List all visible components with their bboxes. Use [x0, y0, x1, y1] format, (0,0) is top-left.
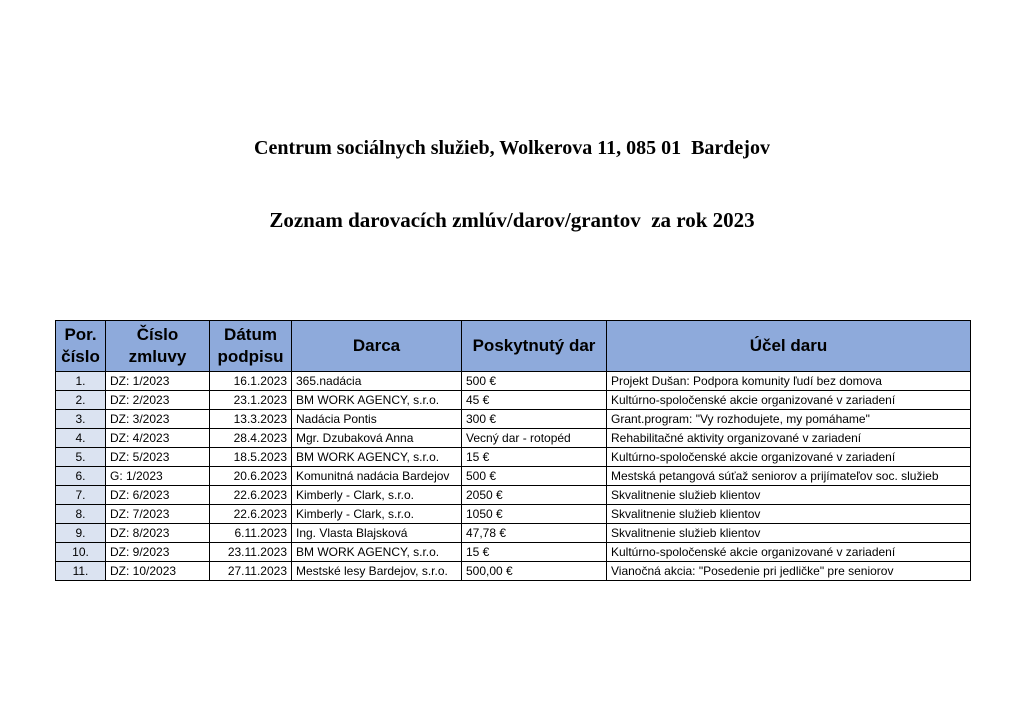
table-row — [56, 486, 971, 505]
cell-order-number: 7. — [56, 486, 106, 505]
organization-title: Centrum sociálnych služieb, Wolkerova 11, 085 01 Bardejov — [254, 137, 770, 159]
cell-signing-date: 22.6.2023 — [210, 486, 292, 505]
cell-purpose: Mestská petangová súťaž seniorov a prijímateľov soc. služieb — [607, 467, 971, 486]
cell-donation: 1050 € — [462, 505, 607, 524]
cell-order-number: 3. — [56, 410, 106, 429]
document-title: Zoznam darovacích zmlúv/darov/grantov za rok 2023 — [269, 208, 755, 232]
cell-signing-date: 22.6.2023 — [210, 505, 292, 524]
cell-contract-number: DZ: 1/2023 — [106, 372, 210, 391]
cell-signing-date: 18.5.2023 — [210, 448, 292, 467]
column-header-purpose: Účel daru — [607, 321, 971, 372]
table-row — [56, 429, 971, 448]
donations-table — [55, 320, 971, 581]
cell-signing-date: 16.1.2023 — [210, 372, 292, 391]
cell-contract-number: DZ: 4/2023 — [106, 429, 210, 448]
cell-order-number: 10. — [56, 543, 106, 562]
cell-donor: BM WORK AGENCY, s.r.o. — [292, 391, 462, 410]
cell-contract-number: DZ: 7/2023 — [106, 505, 210, 524]
cell-donor: BM WORK AGENCY, s.r.o. — [292, 543, 462, 562]
column-header-contract-number: Číslo zmluvy — [106, 321, 210, 372]
cell-donor: Komunitná nadácia Bardejov — [292, 467, 462, 486]
cell-contract-number: DZ: 8/2023 — [106, 524, 210, 543]
table-row — [56, 372, 971, 391]
cell-order-number: 6. — [56, 467, 106, 486]
cell-donor: Mestské lesy Bardejov, s.r.o. — [292, 562, 462, 581]
cell-purpose: Skvalitnenie služieb klientov — [607, 505, 971, 524]
cell-purpose: Projekt Dušan: Podpora komunity ľudí bez domova — [607, 372, 971, 391]
cell-contract-number: G: 1/2023 — [106, 467, 210, 486]
cell-contract-number: DZ: 3/2023 — [106, 410, 210, 429]
cell-order-number: 8. — [56, 505, 106, 524]
table-row — [56, 448, 971, 467]
cell-signing-date: 23.1.2023 — [210, 391, 292, 410]
cell-donor: Mgr. Dzubaková Anna — [292, 429, 462, 448]
cell-donation: 2050 € — [462, 486, 607, 505]
table-row — [56, 562, 971, 581]
cell-purpose: Kultúrno-spoločenské akcie organizované v zariadení — [607, 448, 971, 467]
cell-order-number: 9. — [56, 524, 106, 543]
column-header-donor: Darca — [292, 321, 462, 372]
cell-donation: 500,00 € — [462, 562, 607, 581]
cell-signing-date: 13.3.2023 — [210, 410, 292, 429]
cell-donation: 500 € — [462, 372, 607, 391]
cell-donor: BM WORK AGENCY, s.r.o. — [292, 448, 462, 467]
cell-contract-number: DZ: 5/2023 — [106, 448, 210, 467]
cell-donor: Kimberly - Clark, s.r.o. — [292, 486, 462, 505]
cell-order-number: 2. — [56, 391, 106, 410]
cell-order-number: 4. — [56, 429, 106, 448]
cell-contract-number: DZ: 6/2023 — [106, 486, 210, 505]
table-row — [56, 410, 971, 429]
cell-order-number: 11. — [56, 562, 106, 581]
cell-donation: 15 € — [462, 448, 607, 467]
cell-signing-date: 23.11.2023 — [210, 543, 292, 562]
cell-contract-number: DZ: 2/2023 — [106, 391, 210, 410]
cell-signing-date: 28.4.2023 — [210, 429, 292, 448]
cell-purpose: Skvalitnenie služieb klientov — [607, 524, 971, 543]
cell-order-number: 1. — [56, 372, 106, 391]
cell-purpose: Vianočná akcia: "Posedenie pri jedličke" pre seniorov — [607, 562, 971, 581]
cell-order-number: 5. — [56, 448, 106, 467]
table-header-row — [56, 321, 971, 372]
column-header-signing-date: Dátum podpisu — [210, 321, 292, 372]
cell-signing-date: 6.11.2023 — [210, 524, 292, 543]
cell-donation: Vecný dar - rotopéd — [462, 429, 607, 448]
cell-donor: Nadácia Pontis — [292, 410, 462, 429]
cell-donation: 47,78 € — [462, 524, 607, 543]
cell-signing-date: 27.11.2023 — [210, 562, 292, 581]
column-header-order-number: Por. číslo — [56, 321, 106, 372]
cell-donation: 500 € — [462, 467, 607, 486]
cell-donor: Kimberly - Clark, s.r.o. — [292, 505, 462, 524]
cell-contract-number: DZ: 9/2023 — [106, 543, 210, 562]
table-row — [56, 524, 971, 543]
cell-donation: 300 € — [462, 410, 607, 429]
table-row — [56, 391, 971, 410]
cell-donation: 45 € — [462, 391, 607, 410]
cell-donor: Ing. Vlasta Blajsková — [292, 524, 462, 543]
cell-donation: 15 € — [462, 543, 607, 562]
table-row — [56, 543, 971, 562]
cell-purpose: Skvalitnenie služieb klientov — [607, 486, 971, 505]
cell-donor: 365.nadácia — [292, 372, 462, 391]
cell-purpose: Kultúrno-spoločenské akcie organizované v zariadení — [607, 391, 971, 410]
table-row — [56, 505, 971, 524]
cell-purpose: Rehabilitačné aktivity organizované v zariadení — [607, 429, 971, 448]
cell-contract-number: DZ: 10/2023 — [106, 562, 210, 581]
column-header-donation: Poskytnutý dar — [462, 321, 607, 372]
cell-purpose: Kultúrno-spoločenské akcie organizované v zariadení — [607, 543, 971, 562]
cell-purpose: Grant.program: "Vy rozhodujete, my pomáhame" — [607, 410, 971, 429]
cell-signing-date: 20.6.2023 — [210, 467, 292, 486]
table-row — [56, 467, 971, 486]
